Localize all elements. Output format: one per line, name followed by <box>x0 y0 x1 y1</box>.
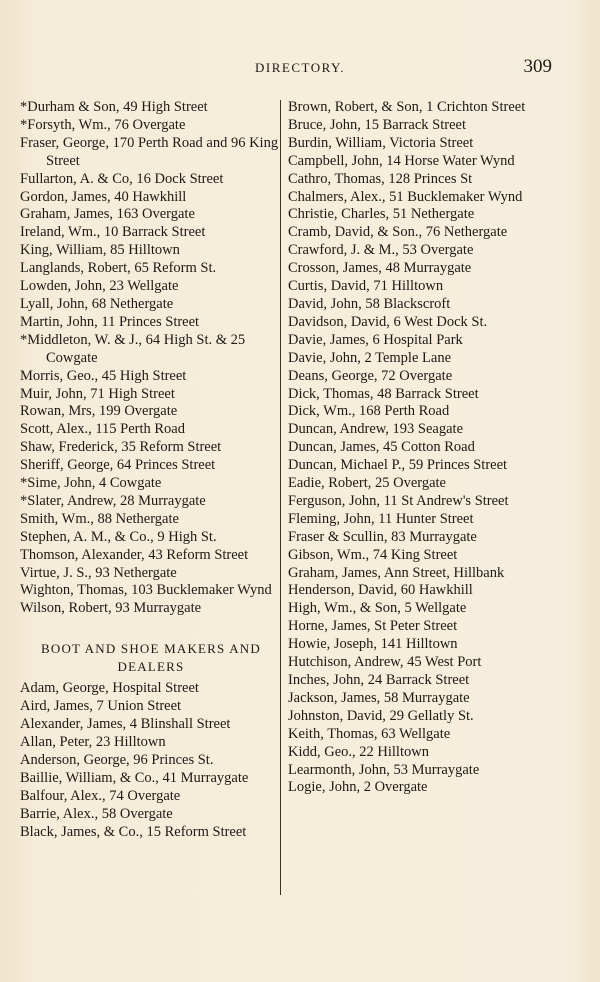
directory-entry: Bruce, John, 15 Barrack Street <box>288 116 466 133</box>
directory-entry: Henderson, David, 60 Hawkhill <box>288 582 473 599</box>
directory-entry: Howie, Joseph, 141 Hilltown <box>288 636 458 653</box>
directory-entry: Crosson, James, 48 Murraygate <box>288 260 472 277</box>
directory-entry: Barrie, Alex., 58 Overgate <box>20 805 173 822</box>
directory-entry: Inches, John, 24 Barrack Street <box>288 672 470 688</box>
directory-entry: Hutchison, Andrew, 45 West Port <box>288 654 482 671</box>
directory-entry: Gordon, James, 40 Hawkhill <box>20 188 187 205</box>
directory-entry: Davie, James, 6 Hospital Park <box>288 331 463 348</box>
directory-entry: *Durham & Son, 49 High Street <box>20 99 208 115</box>
directory-entry: Stephen, A. M., & Co., 9 High St. <box>20 528 217 545</box>
directory-entry: Horne, James, St Peter Street <box>288 618 458 635</box>
directory-entry: Duncan, James, 45 Cotton Road <box>288 439 475 456</box>
directory-entry: Aird, James, 7 Union Street <box>20 698 182 715</box>
directory-entry: King, William, 85 Hilltown <box>20 242 180 259</box>
directory-entry: Campbell, John, 14 Horse Water Wynd <box>288 152 515 169</box>
directory-entry: Christie, Charles, 51 Nethergate <box>288 206 475 223</box>
directory-entry: Lowden, John, 23 Wellgate <box>20 278 179 295</box>
directory-entry: Wilson, Robert, 93 Murraygate <box>20 600 202 617</box>
directory-entry: Morris, Geo., 45 High Street <box>20 367 187 384</box>
directory-entry: Adam, George, Hospital Street <box>20 680 199 697</box>
left-column <box>20 99 282 841</box>
directory-entry: *Forsyth, Wm., 76 Overgate <box>20 116 186 133</box>
directory-entry: Alexander, James, 4 Blinshall Street <box>20 716 231 733</box>
directory-entry: Allan, Peter, 23 Hilltown <box>20 734 166 750</box>
directory-entry: Lyall, John, 68 Nethergate <box>20 295 174 312</box>
right-column <box>288 99 550 797</box>
directory-entry: Fraser & Scullin, 83 Murraygate <box>288 528 477 545</box>
directory-entry: Graham, James, 163 Overgate <box>20 206 195 223</box>
directory-entry: Davidson, David, 6 West Dock St. <box>288 313 488 330</box>
directory-entry: Rowan, Mrs, 199 Overgate <box>20 403 178 420</box>
directory-entry: Dick, Wm., 168 Perth Road <box>288 403 450 420</box>
directory-entry: Johnston, David, 29 Gellatly St. <box>288 707 474 724</box>
directory-entry: Duncan, Andrew, 193 Seagate <box>288 421 464 438</box>
directory-entry: Martin, John, 11 Princes Street <box>20 313 200 330</box>
directory-entry: Ferguson, John, 11 St Andrew's Street <box>288 492 509 509</box>
directory-entry: David, John, 58 Blackscroft <box>288 295 451 312</box>
page-number: 309 <box>523 56 552 77</box>
directory-entry: Keith, Thomas, 63 Wellgate <box>288 725 451 742</box>
directory-entry: Fraser, George, 170 Perth Road and 96 King Street <box>20 134 279 169</box>
directory-entry: Davie, John, 2 Temple Lane <box>288 349 452 366</box>
directory-entry: Black, James, & Co., 15 Reform Street <box>20 823 247 840</box>
directory-entry: Anderson, George, 96 Princes St. <box>20 751 214 768</box>
directory-entry: Jackson, James, 58 Murraygate <box>288 689 470 706</box>
directory-entry: Brown, Robert, & Son, 1 Crichton Street <box>288 99 526 115</box>
directory-entry: Logie, John, 2 Overgate <box>288 779 428 796</box>
directory-entry: Fullarton, A. & Co, 16 Dock Street <box>20 170 224 187</box>
running-title: DIRECTORY. <box>254 60 345 75</box>
section-heading: BOOT AND SHOE MAKERS AND DEALERS <box>41 641 261 675</box>
directory-entry: High, Wm., & Son, 5 Wellgate <box>288 600 467 617</box>
directory-entry: Muir, John, 71 High Street <box>20 385 175 402</box>
directory-entry: Chalmers, Alex., 51 Bucklemaker Wynd <box>288 188 523 205</box>
directory-entry: Eadie, Robert, 25 Overgate <box>288 475 446 492</box>
directory-entry: Kidd, Geo., 22 Hilltown <box>288 743 429 760</box>
directory-entry: Fleming, John, 11 Hunter Street <box>288 510 474 527</box>
directory-entry: Smith, Wm., 88 Nethergate <box>20 510 179 527</box>
directory-entry: Burdin, William, Victoria Street <box>288 134 474 151</box>
directory-entry: Ireland, Wm., 10 Barrack Street <box>20 224 206 241</box>
directory-entry: *Sime, John, 4 Cowgate <box>20 475 162 492</box>
directory-entry: *Middleton, W. & J., 64 High St. & 25 Cowgate <box>20 331 246 366</box>
directory-entry: Dick, Thomas, 48 Barrack Street <box>288 385 479 402</box>
directory-entry: Virtue, J. S., 93 Nethergate <box>20 564 177 581</box>
directory-entry: Sheriff, George, 64 Princes Street <box>20 457 216 474</box>
directory-entry: Graham, James, Ann Street, Hillbank <box>288 564 505 581</box>
directory-entry: Learmonth, John, 53 Murraygate <box>288 761 480 778</box>
directory-entry: Cathro, Thomas, 128 Princes St <box>288 170 473 187</box>
directory-entry: *Slater, Andrew, 28 Murraygate <box>20 492 206 509</box>
directory-entry: Baillie, William, & Co., 41 Murraygate <box>20 769 249 786</box>
directory-entry: Gibson, Wm., 74 King Street <box>288 546 458 563</box>
directory-entry: Cramb, David, & Son., 76 Nethergate <box>288 224 508 241</box>
directory-entry: Crawford, J. & M., 53 Overgate <box>288 242 474 259</box>
directory-entry: Wighton, Thomas, 103 Bucklemaker Wynd <box>20 582 272 599</box>
directory-entry: Duncan, Michael P., 59 Princes Street <box>288 457 508 474</box>
directory-entry: Deans, George, 72 Overgate <box>288 367 453 384</box>
directory-entry: Thomson, Alexander, 43 Reform Street <box>20 546 249 563</box>
directory-entry: Langlands, Robert, 65 Reform St. <box>20 260 217 277</box>
directory-entry: Balfour, Alex., 74 Overgate <box>20 787 181 804</box>
directory-entry: Shaw, Frederick, 35 Reform Street <box>20 439 222 456</box>
directory-entry: Scott, Alex., 115 Perth Road <box>20 421 185 438</box>
directory-entry: Curtis, David, 71 Hilltown <box>288 278 444 295</box>
